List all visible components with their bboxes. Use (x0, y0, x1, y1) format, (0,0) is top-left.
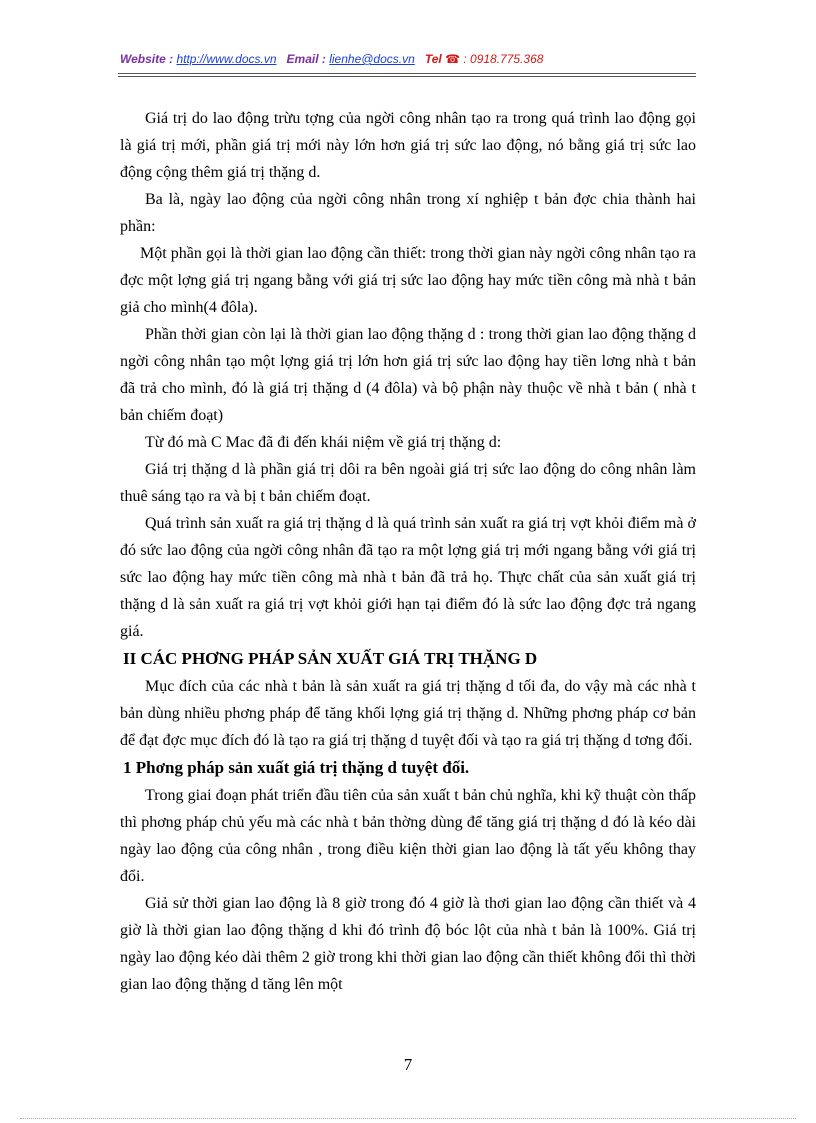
paragraph: Giả sử thời gian lao động là 8 giờ trong đó 4 giờ là thơi gian lao động cần thiết và 4 giờ là thời gian lao động thặng d khi đó trình độ bóc lột của nhà t bản là 100%. Giá trị ngày lao động kéo dài thêm 2 giờ trong khi thời gian lao động cần thiết không đổi thì thời gian lao động thặng d tăng lên một (120, 895, 696, 993)
header-rule-bottom (118, 76, 696, 77)
tel-label: Tel (424, 52, 442, 66)
tel-value: : 0918.775.368 (460, 52, 544, 66)
page-bottom-rule (20, 1118, 796, 1119)
document-body (120, 105, 696, 998)
email-link[interactable]: lienhe@docs.vn (329, 52, 415, 66)
subsection-heading: 1 Phơng pháp sản xuất giá trị thặng d tuyệt đối. (123, 758, 470, 777)
paragraph: Ba là, ngày lao động của ngời công nhân trong xí nghiệp t bản đợc chia thành hai phần: (120, 191, 696, 235)
website-link[interactable]: http://www.docs.vn (176, 52, 277, 66)
website-separator: : (165, 52, 177, 66)
paragraph: Một phần gọi là thời gian lao động cần thiết: trong thời gian này ngời công nhân tạo ra đợc một lợng giá trị ngang bằng với giá trị sức lao động hay mức tiền công mà nhà t bản giả cho mình(4 đôla). (120, 245, 696, 316)
phone-icon: ☎ (445, 52, 461, 66)
paragraph: Từ đó mà C Mac đã đi đến khái niệm về giá trị thặng d: (145, 434, 502, 451)
paragraph: Quá trình sản xuất ra giá trị thặng d là quá trình sản xuất ra giá trị vợt khỏi điểm mà ở đó sức lao động của ngời công nhân đã tạo ra một lợng giá trị mới ngang bằng với giá trị sức lao động hay mức tiền công mà nhà t bản đã trả họ. Thực chất của sản xuất giá trị thặng d là sản xuất ra giá trị vợt khỏi giới hạn tại điểm đó là sức lao động đợc trả ngang giá. (120, 515, 696, 640)
paragraph: Phần thời gian còn lại là thời gian lao động thặng d : trong thời gian lao động thặng d ngời công nhân tạo một lợng giá trị lớn hơn giá trị sức lao động hay tiền lơng nhà t bản đã trả cho mình, đó là giá trị thặng d (4 đôla) và bộ phận này thuộc về nhà t bản ( nhà t bản chiếm đoạt) (120, 326, 696, 424)
paragraph: Giá trị do lao động trừu tợng của ngời công nhân tạo ra trong quá trình lao động gọi là giá trị mới, phần giá trị mới này lớn hơn giá trị sức lao động, nó bằng giá trị sức lao động cộng thêm giá trị thặng d. (120, 110, 696, 181)
page-number: 7 (403, 1055, 413, 1074)
website-label: Website (120, 52, 166, 66)
email-label: Email (286, 52, 319, 66)
paragraph: Mục đích của các nhà t bản là sản xuất ra giá trị thặng d tối đa, do vậy mà các nhà t bản dùng nhiều phơng pháp để tăng khối lợng giá trị thặng d. Những phơng pháp cơ bản để đạt đợc mục đích đó là tạo ra giá trị thặng d tuyệt đối và tạo ra giá trị thặng d tơng đối. (120, 678, 696, 749)
header-rule-top (118, 73, 696, 74)
page-header (120, 52, 543, 66)
paragraph: Giá trị thặng d là phần giá trị dôi ra bên ngoài giá trị sức lao động do công nhân làm thuê sáng tạo ra và bị t bản chiếm đoạt. (120, 461, 696, 505)
email-separator: : (318, 52, 330, 66)
paragraph: Trong giai đoạn phát triển đầu tiên của sản xuất t bản chủ nghĩa, khi kỹ thuật còn thấp thì phơng pháp chủ yếu mà các nhà t bản thờng dùng để tăng giá trị thặng d đó là kéo dài ngày lao động của công nhân , trong điều kiện thời gian lao động là tất yếu không thay đổi. (120, 787, 696, 885)
section-heading: II CÁC PHƠNG PHÁP SẢN XUẤT GIÁ TRỊ THẶNG D (123, 649, 538, 668)
